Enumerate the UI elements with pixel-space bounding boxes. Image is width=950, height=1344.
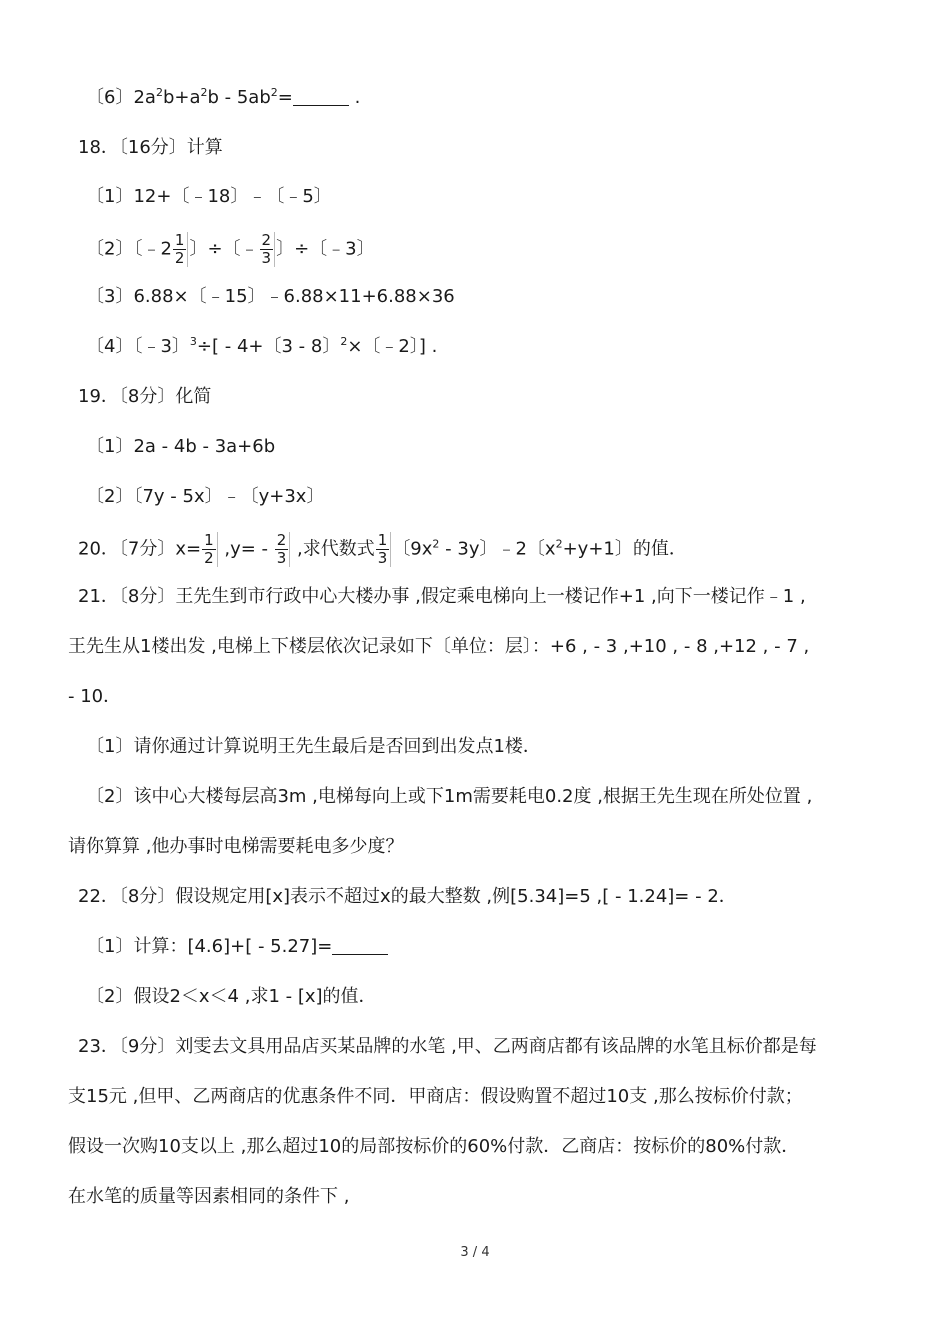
q18-part1: 〔1〕12+〔﹣18〕﹣〔﹣5〕 bbox=[86, 186, 332, 207]
fraction: $\frac{1}{2}$ bbox=[173, 232, 189, 267]
q21-line3: - 10． bbox=[68, 686, 122, 707]
answer-blank[interactable] bbox=[332, 936, 388, 955]
q19-part2: 〔2〕〔7y - 5x〕﹣〔y+3x〕 bbox=[86, 486, 325, 507]
page-number: 3 / 4 bbox=[460, 1245, 490, 1260]
fraction: $\frac{1}{3}$ bbox=[376, 532, 392, 567]
fraction: $\frac{2}{3}$ bbox=[275, 532, 291, 567]
q23-line3: 假设一次购10支以上 ,那么超过10的局部按标价的60%付款．乙商店：按标价的80%付款． bbox=[68, 1136, 800, 1157]
q21-part2-line1: 〔2〕该中心大楼每层高3m ,电梯每向上或下1m需要耗电0.2度 ,根据王先生现在所处位置 , bbox=[86, 786, 813, 807]
q17-part6: 〔6〕$2a^2b+a^2b - 5ab^2=$ . bbox=[86, 86, 361, 108]
q21-line2: 王先生从1楼出发 ,电梯上下楼层依次记录如下〔单位：层〕：+6 , - 3 ,+10 , - 8 ,+12 , - 7 , bbox=[68, 636, 810, 657]
q19-part1: 〔1〕2a - 4b - 3a+6b bbox=[86, 436, 276, 457]
q23-line4: 在水笔的质量等因素相同的条件下 , bbox=[68, 1186, 350, 1207]
q18-part2: 〔2〕〔﹣2 $\frac{1}{2}$ 〕÷〔﹣ $\frac{2}{3}$ 〕÷〔﹣3〕 bbox=[86, 231, 375, 267]
q21-part2-line2: 请你算算 ,他办事时电梯需要耗电多少度？ bbox=[68, 836, 404, 857]
q23-line2: 支15元 ,但甲、乙两商店的优惠条件不同．甲商店：假设购置不超过10支 ,那么按标价付款； bbox=[68, 1086, 803, 1107]
answer-blank[interactable] bbox=[293, 87, 349, 106]
q18-part3: 〔3〕6.88×〔﹣15〕﹣6.88×11+6.88×36 bbox=[86, 286, 455, 307]
q19-title: 19．〔8分〕化简 bbox=[78, 386, 212, 407]
q18-title: 18．〔16分〕计算 bbox=[78, 137, 223, 158]
fraction: $\frac{2}{3}$ bbox=[260, 232, 276, 267]
q22-title: 22．〔8分〕假设规定用[x]表示不超过x的最大整数 ,例[5.34]=5 ,[ - 1.24]= - 2． bbox=[78, 886, 737, 907]
q22-part2: 〔2〕假设2＜x＜4 ,求1 - [x]的值． bbox=[86, 986, 377, 1007]
q22-part1: 〔1〕计算：[4.6]+[ - 5.27]= bbox=[86, 935, 388, 959]
fraction: $\frac{1}{2}$ bbox=[202, 532, 218, 567]
q21-part1: 〔1〕请你通过计算说明王先生最后是否回到出发点1楼． bbox=[86, 736, 541, 757]
q20: 20．〔7分〕x= $\frac{1}{2}$ ,y= - $\frac{2}{3}$ ,求代数式 $\frac{1}{3}$ 〔$9x^2 - 3y$〕﹣2〔$x^2+y+1$〕的值． bbox=[78, 531, 687, 567]
q21-line1: 21．〔8分〕王先生到市行政中心大楼办事 ,假定乘电梯向上一楼记作+1 ,向下一楼记作﹣1 , bbox=[78, 586, 806, 607]
q23-line1: 23．〔9分〕刘雯去文具用品店买某品牌的水笔 ,甲、乙两商店都有该品牌的水笔且标价都是每 bbox=[78, 1036, 817, 1057]
q18-part4: 〔4〕〔﹣3〕$^3$÷[ - 4+〔3 - 8〕$^2$×〔﹣2〕] . bbox=[86, 335, 438, 357]
